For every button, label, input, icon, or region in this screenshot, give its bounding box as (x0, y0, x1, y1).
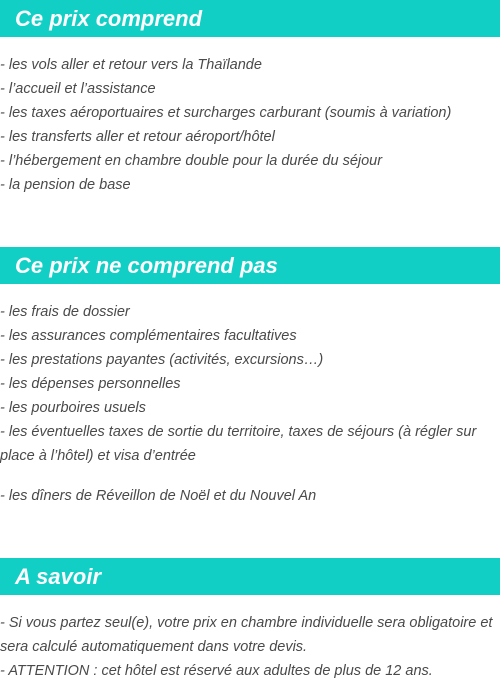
section-price-includes (0, 0, 500, 197)
section-price-excludes (0, 247, 500, 508)
section-title: A savoir (0, 558, 500, 595)
list-item: - les éventuelles taxes de sortie du territoire, taxes de séjours (à régler sur place à l’hôtel) et visa d’entrée (0, 424, 477, 464)
list-item: - les frais de dossier (0, 304, 130, 320)
info-list (0, 611, 500, 683)
list-item: - les dîners de Réveillon de Noël et du Nouvel An (0, 488, 317, 504)
list-item: - les prestations payantes (activités, excursions…) (0, 352, 324, 368)
section-good-to-know (0, 558, 500, 683)
list-item: - les assurances complémentaires facultatives (0, 328, 297, 344)
list-item: - l’accueil et l’assistance (0, 81, 156, 97)
list-item: - les taxes aéroportuaires et surcharges carburant (soumis à variation) (0, 105, 452, 121)
list-item: - les pourboires usuels (0, 400, 146, 416)
list-item: - les vols aller et retour vers la Thaïlande (0, 57, 262, 73)
list-item: - l’hébergement en chambre double pour la durée du séjour (0, 153, 383, 169)
list-item: - les dépenses personnelles (0, 376, 181, 392)
list-item: - ATTENTION : cet hôtel est réservé aux adultes de plus de 12 ans. (0, 663, 433, 679)
list-item: - les transferts aller et retour aéroport/hôtel (0, 129, 275, 145)
list-item: - Si vous partez seul(e), votre prix en chambre individuelle sera obligatoire et sera calculé automatiquement dans votre devis. (0, 615, 493, 655)
section-title: Ce prix ne comprend pas (0, 247, 500, 284)
excludes-list (0, 300, 500, 508)
includes-list (0, 53, 500, 197)
list-item: - la pension de base (0, 177, 131, 193)
section-title: Ce prix comprend (0, 0, 500, 37)
